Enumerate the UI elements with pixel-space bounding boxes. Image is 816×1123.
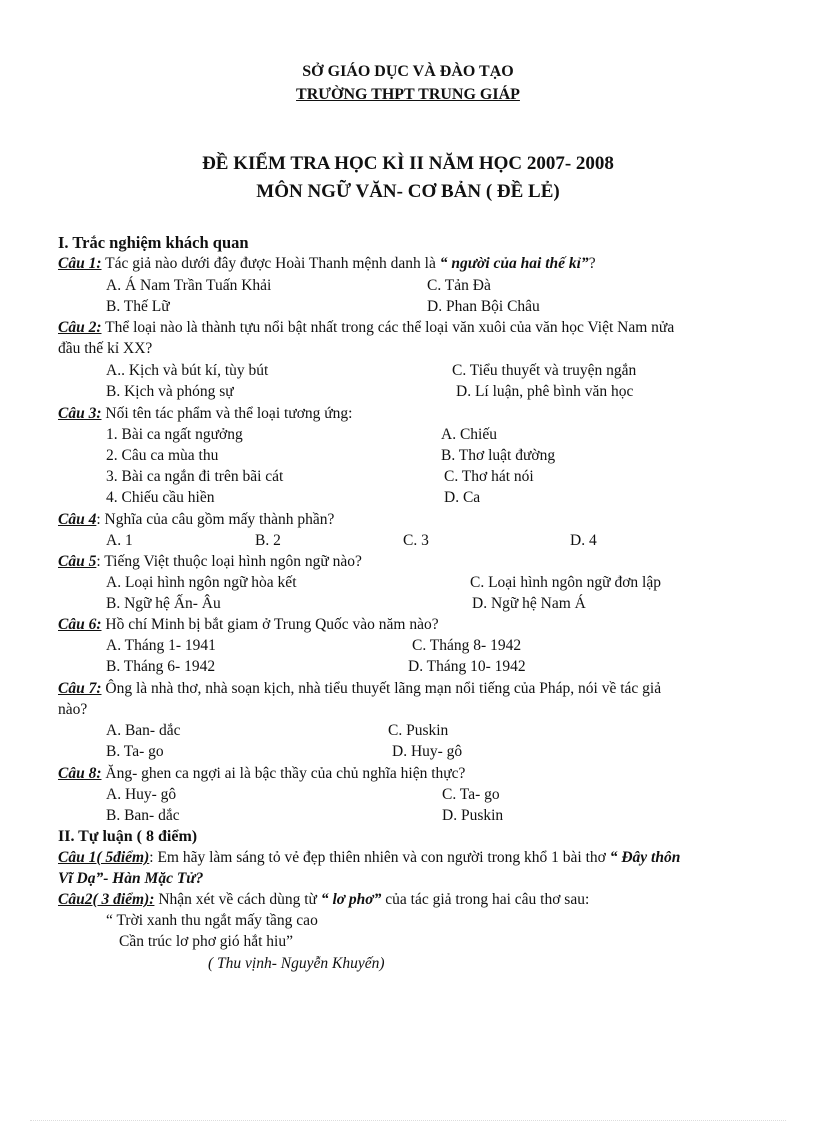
question-2-cont: đầu thế kỉ XX? <box>58 340 153 357</box>
q3-genre: D. Ca <box>444 489 481 506</box>
q1-option-a: A. Á Nam Trần Tuấn Khải <box>106 277 272 294</box>
question-label: Câu 8: <box>58 765 102 782</box>
exam-subtitle: MÔN NGỮ VĂN- CƠ BẢN ( ĐỀ LẺ) <box>256 181 560 202</box>
question-6: Câu 6: Hồ chí Minh bị bắt giam ở Trung Quốc vào năm nào? <box>58 616 439 633</box>
question-label: Câu 1: <box>58 255 102 272</box>
q8-option-b: B. Ban- dắc <box>106 807 180 824</box>
q1-option-d: D. Phan Bội Châu <box>427 298 540 315</box>
q7-option-c: C. Puskin <box>388 722 449 739</box>
q3-genre: B. Thơ luật đường <box>441 447 556 464</box>
q2-option-c: C. Tiểu thuyết và truyện ngắn <box>452 362 637 379</box>
question-label: Câu 4 <box>58 511 97 528</box>
poem-source: ( Thu vịnh- Nguyễn Khuyến) <box>208 955 385 972</box>
essay-question-1: Câu 1( 5điểm): Em hãy làm sáng tỏ vẻ đẹp thiên nhiên và con người trong khổ 1 bài thơ “ Đây thôn <box>58 849 681 866</box>
school-name: TRƯỜNG THPT TRUNG GIÁP <box>296 86 520 103</box>
q1-option-b: B. Thế Lữ <box>106 298 170 315</box>
question-label: Câu 7: <box>58 680 102 697</box>
question-label: Câu 2: <box>58 319 102 336</box>
poem-line-1: “ Trời xanh thu ngắt mấy tầng cao <box>106 912 318 929</box>
question-label: Câu 1( 5điểm) <box>58 849 150 866</box>
q7-option-b: B. Ta- go <box>106 743 164 760</box>
question-3: Câu 3: Nối tên tác phẩm và thể loại tương ứng: <box>58 405 353 422</box>
q3-work: 2. Câu ca mùa thu <box>106 447 219 464</box>
question-label: Câu 5 <box>58 553 97 570</box>
part2-heading: II. Tự luận ( 8 điểm) <box>58 828 198 845</box>
q3-genre: C. Thơ hát nói <box>444 468 534 485</box>
q8-option-d: D. Puskin <box>442 807 504 824</box>
q3-work: 4. Chiếu cầu hiền <box>106 489 215 506</box>
q8-option-c: C. Ta- go <box>442 786 500 803</box>
q6-option-d: D. Tháng 10- 1942 <box>408 658 526 675</box>
q2-option-d: D. Lí luận, phê bình văn học <box>456 383 634 400</box>
part1-heading: I. Trắc nghiệm khách quan <box>58 233 249 252</box>
essay-question-1-cont: Vĩ Dạ”- Hàn Mặc Tử? <box>58 870 204 887</box>
q6-option-b: B. Tháng 6- 1942 <box>106 658 216 675</box>
q3-genre: A. Chiếu <box>441 426 497 443</box>
q5-option-d: D. Ngữ hệ Nam Á <box>472 595 586 612</box>
q4-option-a: A. 1 <box>106 532 133 549</box>
q2-option-a: A.. Kịch và bút kí, tùy bút <box>106 362 269 379</box>
q3-work: 1. Bài ca ngất ngưởng <box>106 426 243 443</box>
q5-option-b: B. Ngữ hệ Ấn- Âu <box>106 595 221 612</box>
question-7: Câu 7: Ông là nhà thơ, nhà soạn kịch, nhà tiểu thuyết lãng mạn nổi tiếng của Pháp, nói về tác giả <box>58 680 662 697</box>
q4-option-c: C. 3 <box>403 532 429 549</box>
page-bottom-divider <box>30 1120 786 1121</box>
exam-title: ĐỀ KIỂM TRA HỌC KÌ II NĂM HỌC 2007- 2008 <box>202 153 614 174</box>
question-label: Câu2( 3 điểm): <box>58 891 155 908</box>
department-name: SỞ GIÁO DỤC VÀ ĐÀO TẠO <box>302 63 514 80</box>
poem-line-2: Cần trúc lơ phơ gió hắt hiu” <box>119 933 293 950</box>
q4-option-d: D. 4 <box>570 532 597 549</box>
question-8: Câu 8: Ăng- ghen ca ngợi ai là bậc thầy của chủ nghĩa hiện thực? <box>58 765 466 782</box>
q4-option-b: B. 2 <box>255 532 281 549</box>
q7-option-d: D. Huy- gô <box>392 743 463 760</box>
q7-option-a: A. Ban- dắc <box>106 722 181 739</box>
essay-question-2: Câu2( 3 điểm): Nhận xét về cách dùng từ “ lơ phơ” của tác giả trong hai câu thơ sau: <box>58 891 590 908</box>
q5-option-c: C. Loại hình ngôn ngữ đơn lập <box>470 574 661 591</box>
question-1: Câu 1: Tác giả nào dưới đây được Hoài Thanh mệnh danh là “ người của hai thế kỉ”? <box>58 255 596 272</box>
question-label: Câu 3: <box>58 405 102 422</box>
q6-option-a: A. Tháng 1- 1941 <box>106 637 216 654</box>
q3-work: 3. Bài ca ngắn đi trên bãi cát <box>106 468 284 485</box>
q5-option-a: A. Loại hình ngôn ngữ hòa kết <box>106 574 297 591</box>
q1-option-c: C. Tản Đà <box>427 277 491 294</box>
question-2: Câu 2: Thể loại nào là thành tựu nổi bật nhất trong các thể loại văn xuôi của văn học Việt Nam nửa <box>58 319 675 336</box>
question-4: Câu 4: Nghĩa của câu gồm mấy thành phần? <box>58 511 335 528</box>
q8-option-a: A. Huy- gô <box>106 786 177 803</box>
question-label: Câu 6: <box>58 616 102 633</box>
question-7-cont: nào? <box>58 701 88 718</box>
question-5: Câu 5: Tiếng Việt thuộc loại hình ngôn ngữ nào? <box>58 553 362 570</box>
q2-option-b: B. Kịch và phóng sự <box>106 383 234 400</box>
q6-option-c: C. Tháng 8- 1942 <box>412 637 522 654</box>
